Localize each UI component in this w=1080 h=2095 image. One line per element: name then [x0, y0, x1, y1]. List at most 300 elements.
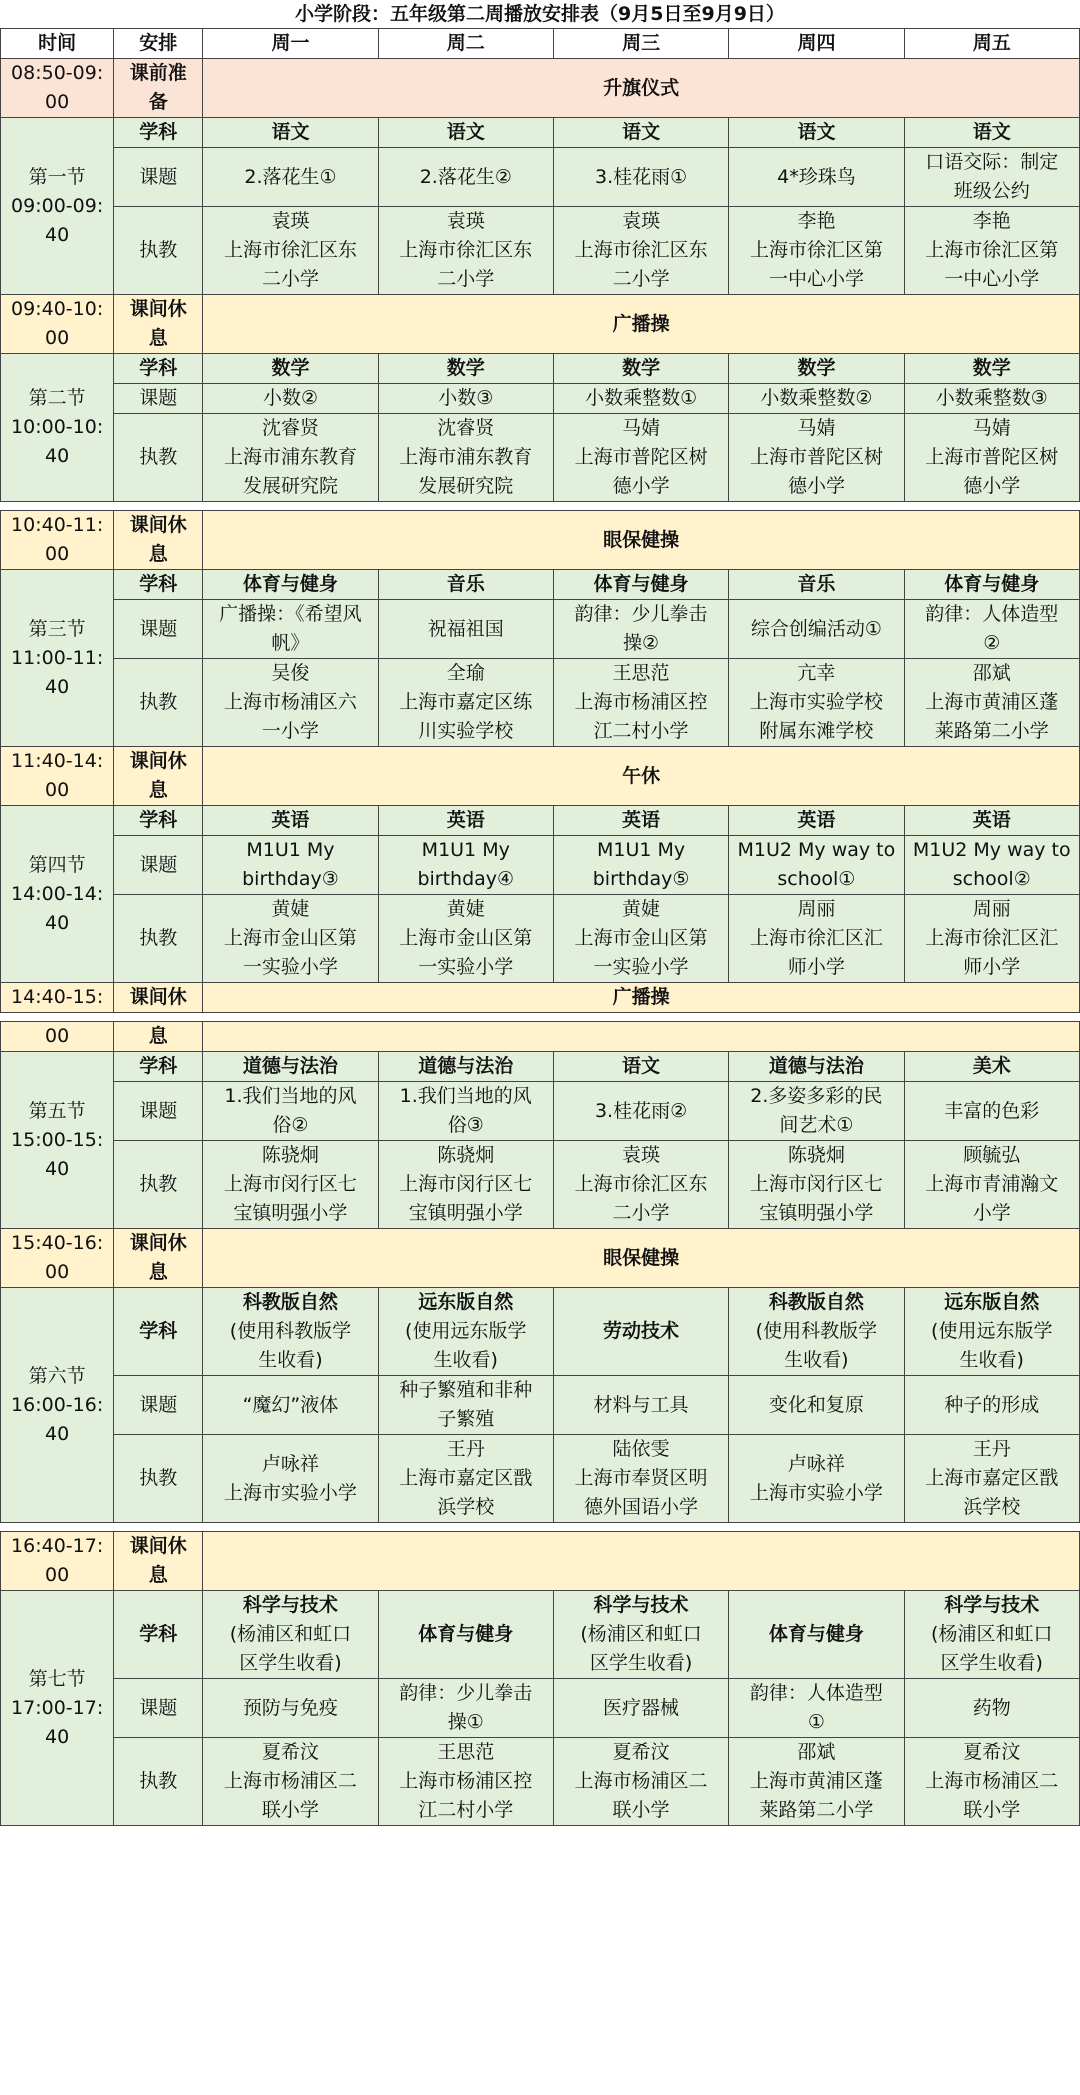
cell-line: 联小学: [612, 1799, 670, 1821]
cell-line: 黄婕: [271, 898, 310, 920]
cell-line: M1U2 My way to: [912, 839, 1071, 861]
teacher-cell: [553, 1435, 728, 1523]
break-activity: [203, 1532, 1080, 1591]
cell-line: 上海市杨浦区二: [574, 1770, 708, 1792]
cell-line: 卢咏祥: [261, 1452, 319, 1475]
cell-line: 4*珍珠鸟: [777, 165, 856, 188]
cell-line: 2.落花生②: [419, 165, 512, 188]
period-subject-row: [1, 1288, 1080, 1376]
subject-cell: [203, 354, 378, 384]
period-topic-row: [1, 1376, 1080, 1435]
cell-line: 上海市杨浦区控: [399, 1770, 533, 1792]
cell-line: 课间休: [129, 298, 187, 320]
topic-cell: [203, 148, 378, 207]
topic-cell: [904, 1082, 1079, 1141]
row-label-topic: 课题: [114, 1376, 203, 1435]
topic-cell: [203, 1679, 378, 1738]
schedule-table: [0, 28, 1080, 502]
cell-line: 15:00-15:: [11, 1128, 104, 1151]
cell-line: 邵斌: [797, 1741, 836, 1763]
subject-cell: [553, 1052, 728, 1082]
cell-line: 上海市普陀区树: [749, 446, 883, 468]
subject-cell: [729, 354, 904, 384]
row-label-teacher: 执教: [114, 1435, 203, 1523]
cell-line: 师小学: [963, 956, 1021, 978]
cell-line: 江二村小学: [593, 720, 689, 742]
cell-line: 沈睿贤: [261, 417, 319, 439]
teacher-cell: [203, 1738, 378, 1826]
row-label-subject: 学科: [114, 570, 203, 600]
period-topic-row: [1, 836, 1080, 895]
cell-line: 夏希汶: [261, 1741, 319, 1763]
subject-cell: [553, 1591, 728, 1679]
cell-line: birthday⑤: [592, 868, 690, 890]
cell-line: 一实验小学: [593, 956, 689, 978]
subject-cell: [553, 354, 728, 384]
cell-line: 马婧: [797, 417, 836, 439]
cell-line: birthday③: [242, 868, 339, 890]
cell-line: 体育与健身: [418, 1623, 514, 1645]
period-topic-row: [1, 1082, 1080, 1141]
cell-line: 一小学: [261, 720, 319, 742]
cell-line: 一实验小学: [418, 956, 514, 978]
break-time: [1, 59, 114, 118]
topic-cell: [203, 1376, 378, 1435]
cell-line: 二小学: [612, 268, 670, 290]
topic-cell: [378, 1082, 553, 1141]
break-activity: 升旗仪式: [203, 59, 1080, 118]
cell-line: 上海市闵行区七: [223, 1173, 357, 1195]
cell-line: M1U2 My way to: [737, 839, 896, 861]
cell-line: 远东版自然: [944, 1291, 1040, 1313]
topic-cell: [378, 1679, 553, 1738]
subject-cell: [378, 118, 553, 148]
topic-cell: [203, 600, 378, 659]
cell-line: 师小学: [787, 956, 845, 978]
teacher-cell: [203, 1435, 378, 1523]
cell-line: 预防与免疫: [242, 1696, 338, 1719]
teacher-cell: [553, 659, 728, 747]
cell-line: 数学: [446, 357, 485, 379]
cell-line: 宝镇明强小学: [759, 1202, 874, 1224]
cell-line: 子繁殖: [437, 1408, 495, 1430]
cell-line: 二小学: [437, 268, 495, 290]
subject-cell: [378, 354, 553, 384]
cell-line: 体育与健身: [944, 573, 1040, 595]
cell-line: 药物: [972, 1696, 1011, 1719]
teacher-cell: [553, 1141, 728, 1229]
break-arrangement: [114, 983, 203, 1013]
cell-line: 14:40-15:: [11, 986, 104, 1008]
subject-cell: [203, 1288, 378, 1376]
cell-line: 00: [45, 1261, 70, 1283]
subject-cell: [378, 1591, 553, 1679]
topic-cell: [904, 600, 1079, 659]
topic-cell: [553, 384, 728, 414]
schedule-table: [0, 1531, 1080, 1826]
topic-cell: [553, 836, 728, 895]
cell-line: 莱路第二小学: [759, 1799, 874, 1821]
teacher-cell: [203, 1141, 378, 1229]
cell-line: 语文: [446, 121, 485, 143]
cell-line: 丰富的色彩: [944, 1099, 1040, 1122]
cell-line: 10:40-11:: [11, 514, 104, 536]
cell-line: 操②: [623, 632, 660, 654]
cell-line: 俗③: [447, 1114, 484, 1136]
cell-line: 课间休: [129, 514, 187, 536]
cell-line: 祝福祖国: [427, 617, 504, 640]
break-time: [1, 983, 114, 1013]
cell-line: 邵斌: [972, 662, 1011, 684]
cell-line: 广播操：《希望风: [219, 603, 362, 625]
cell-line: ①: [807, 1711, 825, 1733]
period-teacher-row: [1, 414, 1080, 502]
subject-cell: [904, 570, 1079, 600]
cell-line: 周丽: [797, 898, 836, 920]
cell-line: 沈睿贤: [437, 417, 495, 439]
period-teacher-row: [1, 207, 1080, 295]
cell-line: 小数③: [438, 387, 494, 409]
cell-line: 二小学: [261, 268, 319, 290]
row-label-topic: 课题: [114, 600, 203, 659]
subject-cell: [904, 1052, 1079, 1082]
subject-cell: [904, 806, 1079, 836]
cell-line: 黄婕: [622, 898, 661, 920]
teacher-cell: [904, 1738, 1079, 1826]
cell-line: 夏希汶: [963, 1741, 1021, 1763]
cell-line: 40: [45, 223, 70, 246]
topic-cell: [729, 836, 904, 895]
period-subject-row: [1, 806, 1080, 836]
cell-line: 俗②: [272, 1114, 309, 1136]
teacher-cell: [378, 207, 553, 295]
topic-cell: [378, 1376, 553, 1435]
cell-line: 上海市杨浦区控: [574, 691, 708, 713]
cell-line: 语文: [797, 121, 836, 143]
row-label-topic: 课题: [114, 148, 203, 207]
teacher-cell: [553, 414, 728, 502]
subject-cell: [553, 570, 728, 600]
cell-line: 第五节: [28, 1099, 86, 1122]
teacher-cell: [378, 1435, 553, 1523]
cell-line: 上海市浦东教育: [399, 446, 533, 468]
cell-line: 00: [45, 1564, 70, 1586]
cell-line: 体育与健身: [768, 1623, 864, 1645]
cell-line: 2.多姿多彩的民: [750, 1085, 883, 1107]
cell-line: 10:00-10:: [11, 416, 104, 438]
cell-line: 袁瑛: [622, 210, 661, 232]
cell-line: 3.桂花雨①: [595, 165, 688, 188]
break-activity: 眼保健操: [203, 1229, 1080, 1288]
schedule-table: [0, 510, 1080, 1013]
cell-line: 李艳: [972, 210, 1011, 232]
cell-line: 小数乘整数③: [935, 387, 1048, 409]
break-time: [1, 747, 114, 806]
break-activity: [203, 1022, 1080, 1052]
subject-cell: [729, 806, 904, 836]
cell-line: 道德与法治: [418, 1055, 514, 1077]
cell-line: 40: [45, 1422, 70, 1445]
cell-line: 上海市金山区第: [574, 927, 708, 949]
topic-cell: [203, 384, 378, 414]
cell-line: (使用远东版学: [931, 1320, 1053, 1342]
cell-line: 16:40-17:: [11, 1535, 104, 1557]
break-arrangement: [114, 1532, 203, 1591]
cell-line: 科学与技术: [593, 1594, 689, 1616]
cell-line: 宝镇明强小学: [233, 1202, 348, 1224]
cell-line: 材料与工具: [593, 1393, 689, 1416]
period-subject-row: [1, 354, 1080, 384]
cell-line: 数学: [622, 357, 661, 379]
cell-line: 40: [45, 911, 70, 934]
cell-line: 第一节: [28, 165, 86, 188]
cell-line: 全瑜: [446, 662, 485, 684]
teacher-cell: [729, 895, 904, 983]
cell-line: 体育与健身: [593, 573, 689, 595]
schedule-table: [0, 1021, 1080, 1523]
cell-line: 第二节: [28, 387, 86, 409]
cell-line: 上海市嘉定区戬: [399, 1467, 533, 1489]
cell-line: 上海市黄浦区蓬: [925, 691, 1059, 713]
cell-line: 韵律：人体造型: [749, 1682, 883, 1704]
topic-cell: [378, 600, 553, 659]
subject-cell: [203, 1052, 378, 1082]
cell-line: 上海市徐汇区东: [574, 239, 708, 261]
cell-line: 远东版自然: [418, 1291, 514, 1313]
cell-line: 数学: [972, 357, 1011, 379]
cell-line: 浜学校: [963, 1496, 1021, 1518]
teacher-cell: [553, 1738, 728, 1826]
subject-cell: [729, 1288, 904, 1376]
cell-line: 上海市奉贤区明: [574, 1467, 708, 1489]
period-time: [1, 1591, 114, 1826]
cell-line: 息: [148, 1025, 168, 1047]
cell-line: 联小学: [963, 1799, 1021, 1821]
break-row: [1, 983, 1080, 1013]
teacher-cell: [203, 207, 378, 295]
cell-line: birthday④: [417, 868, 515, 890]
teacher-cell: [203, 659, 378, 747]
period-teacher-row: [1, 659, 1080, 747]
period-time: [1, 1052, 114, 1229]
cell-line: school②: [952, 868, 1031, 890]
cell-line: 上海市金山区第: [399, 927, 533, 949]
cell-line: 上海市黄浦区蓬: [749, 1770, 883, 1792]
row-label-subject: 学科: [114, 1052, 203, 1082]
cell-line: 第六节: [28, 1364, 86, 1387]
teacher-cell: [203, 895, 378, 983]
break-time: [1, 1022, 114, 1052]
subject-cell: [553, 806, 728, 836]
cell-line: 08:50-09:: [11, 62, 104, 84]
break-row: [1, 1022, 1080, 1052]
teacher-cell: [904, 1141, 1079, 1229]
cell-line: 40: [45, 675, 70, 698]
cell-line: 上海市徐汇区东: [223, 239, 357, 261]
cell-line: 班级公约: [953, 180, 1030, 202]
cell-line: 语文: [271, 121, 310, 143]
cell-line: 陆依雯: [612, 1438, 670, 1460]
column-header: 周五: [904, 29, 1079, 59]
subject-cell: [553, 1288, 728, 1376]
break-time: [1, 1532, 114, 1591]
subject-cell: [203, 1591, 378, 1679]
period-time: [1, 354, 114, 502]
cell-line: 劳动技术: [603, 1320, 680, 1342]
cell-line: M1U1 My: [246, 839, 335, 861]
teacher-cell: [729, 414, 904, 502]
cell-line: 上海市实验小学: [749, 1481, 883, 1504]
cell-line: ②: [983, 632, 1001, 654]
cell-line: 00: [45, 1025, 70, 1047]
teacher-cell: [378, 1738, 553, 1826]
break-row: [1, 1229, 1080, 1288]
break-arrangement: [114, 747, 203, 806]
break-row: [1, 1532, 1080, 1591]
topic-cell: [378, 384, 553, 414]
cell-line: (杨浦区和虹口: [229, 1623, 352, 1645]
section-gap: [0, 1523, 1080, 1531]
subject-cell: [378, 1288, 553, 1376]
period-time: [1, 1288, 114, 1523]
cell-line: 课前准: [129, 62, 187, 84]
row-label-subject: 学科: [114, 1288, 203, 1376]
cell-line: 上海市实验学校: [749, 691, 883, 713]
period-topic-row: [1, 600, 1080, 659]
cell-line: 小数乘整数②: [760, 387, 873, 409]
cell-line: 第三节: [28, 617, 86, 640]
subject-cell: [378, 806, 553, 836]
cell-line: school①: [777, 868, 856, 890]
break-arrangement: [114, 295, 203, 354]
cell-line: 上海市浦东教育: [223, 446, 357, 468]
cell-line: 袁瑛: [271, 210, 310, 232]
cell-line: 道德与法治: [768, 1055, 864, 1077]
cell-line: 上海市嘉定区练: [399, 691, 533, 713]
subject-cell: [904, 1288, 1079, 1376]
teacher-cell: [378, 414, 553, 502]
cell-line: 变化和复原: [768, 1393, 864, 1416]
page-title: 小学阶段：五年级第二周播放安排表（9月5日至9月9日）: [295, 3, 785, 25]
teacher-cell: [904, 895, 1079, 983]
cell-line: 数学: [797, 357, 836, 379]
cell-line: 16:00-16:: [11, 1393, 104, 1416]
cell-line: 宝镇明强小学: [408, 1202, 523, 1224]
cell-line: 李艳: [797, 210, 836, 232]
row-label-teacher: 执教: [114, 1141, 203, 1229]
cell-line: 息: [148, 543, 168, 565]
topic-cell: [904, 148, 1079, 207]
subject-cell: [378, 1052, 553, 1082]
cell-line: 科教版自然: [768, 1291, 864, 1313]
cell-line: 江二村小学: [418, 1799, 514, 1821]
cell-line: 11:00-11:: [11, 646, 104, 669]
topic-cell: [729, 384, 904, 414]
cell-line: 上海市徐汇区东: [574, 1173, 708, 1195]
teacher-cell: [729, 207, 904, 295]
cell-line: 区学生收看): [940, 1652, 1043, 1674]
cell-line: (使用科教版学: [229, 1320, 352, 1342]
cell-line: 操①: [447, 1711, 484, 1733]
topic-cell: [904, 1376, 1079, 1435]
cell-line: 09:40-10:: [11, 298, 104, 320]
cell-line: 顾毓弘: [963, 1144, 1021, 1166]
cell-line: 区学生收看): [589, 1652, 693, 1674]
period-subject-row: [1, 1591, 1080, 1679]
cell-line: 第四节: [28, 853, 86, 876]
cell-line: 发展研究院: [242, 475, 338, 497]
cell-line: 川实验学校: [418, 720, 514, 742]
row-label-topic: 课题: [114, 1082, 203, 1141]
topic-cell: [553, 600, 728, 659]
header-row: [1, 29, 1080, 59]
period-time: [1, 118, 114, 295]
cell-line: 生收看): [258, 1349, 323, 1371]
teacher-cell: [729, 1435, 904, 1523]
row-label-topic: 课题: [114, 1679, 203, 1738]
cell-line: 袁瑛: [622, 1144, 661, 1166]
cell-line: 夏希汶: [612, 1741, 670, 1763]
cell-line: 马婧: [622, 417, 661, 439]
subject-cell: [729, 1052, 904, 1082]
teacher-cell: [553, 207, 728, 295]
break-activity: 广播操: [203, 295, 1080, 354]
topic-cell: [904, 384, 1079, 414]
period-subject-row: [1, 118, 1080, 148]
cell-line: 上海市徐汇区第: [925, 239, 1059, 261]
column-header: 周四: [729, 29, 904, 59]
cell-line: 00: [45, 779, 70, 801]
cell-line: M1U1 My: [421, 839, 510, 861]
cell-line: 课间休: [129, 1232, 187, 1254]
cell-line: 英语: [622, 809, 661, 831]
cell-line: 卢咏祥: [787, 1452, 845, 1475]
cell-line: 科教版自然: [242, 1291, 338, 1313]
cell-line: 陈骁炯: [787, 1144, 845, 1166]
row-label-subject: 学科: [114, 118, 203, 148]
period-topic-row: [1, 1679, 1080, 1738]
topic-cell: [203, 836, 378, 895]
subject-cell: [203, 570, 378, 600]
cell-line: 上海市徐汇区汇: [749, 927, 883, 949]
break-activity: 午休: [203, 747, 1080, 806]
cell-line: 课间休: [129, 986, 187, 1008]
cell-line: 息: [148, 327, 168, 349]
break-arrangement: [114, 511, 203, 570]
cell-line: 1.我们当地的风: [399, 1085, 532, 1107]
cell-line: 二小学: [612, 1202, 670, 1224]
row-label-teacher: 执教: [114, 414, 203, 502]
teacher-cell: [553, 895, 728, 983]
cell-line: 区学生收看): [239, 1652, 342, 1674]
period-topic-row: [1, 148, 1080, 207]
cell-line: 德小学: [612, 475, 670, 497]
row-label-subject: 学科: [114, 806, 203, 836]
cell-line: 上海市杨浦区二: [925, 1770, 1059, 1792]
cell-line: 陈骁炯: [261, 1144, 319, 1166]
break-time: [1, 511, 114, 570]
teacher-cell: [378, 895, 553, 983]
cell-line: 帆》: [271, 632, 310, 654]
cell-line: 15:40-16:: [11, 1232, 104, 1254]
topic-cell: [553, 1082, 728, 1141]
cell-line: 40: [45, 1157, 70, 1180]
cell-line: 上海市嘉定区戬: [925, 1467, 1059, 1489]
subject-cell: [729, 1591, 904, 1679]
cell-line: 1.我们当地的风: [224, 1085, 357, 1107]
cell-line: 发展研究院: [418, 475, 514, 497]
cell-line: 医疗器械: [603, 1696, 680, 1719]
